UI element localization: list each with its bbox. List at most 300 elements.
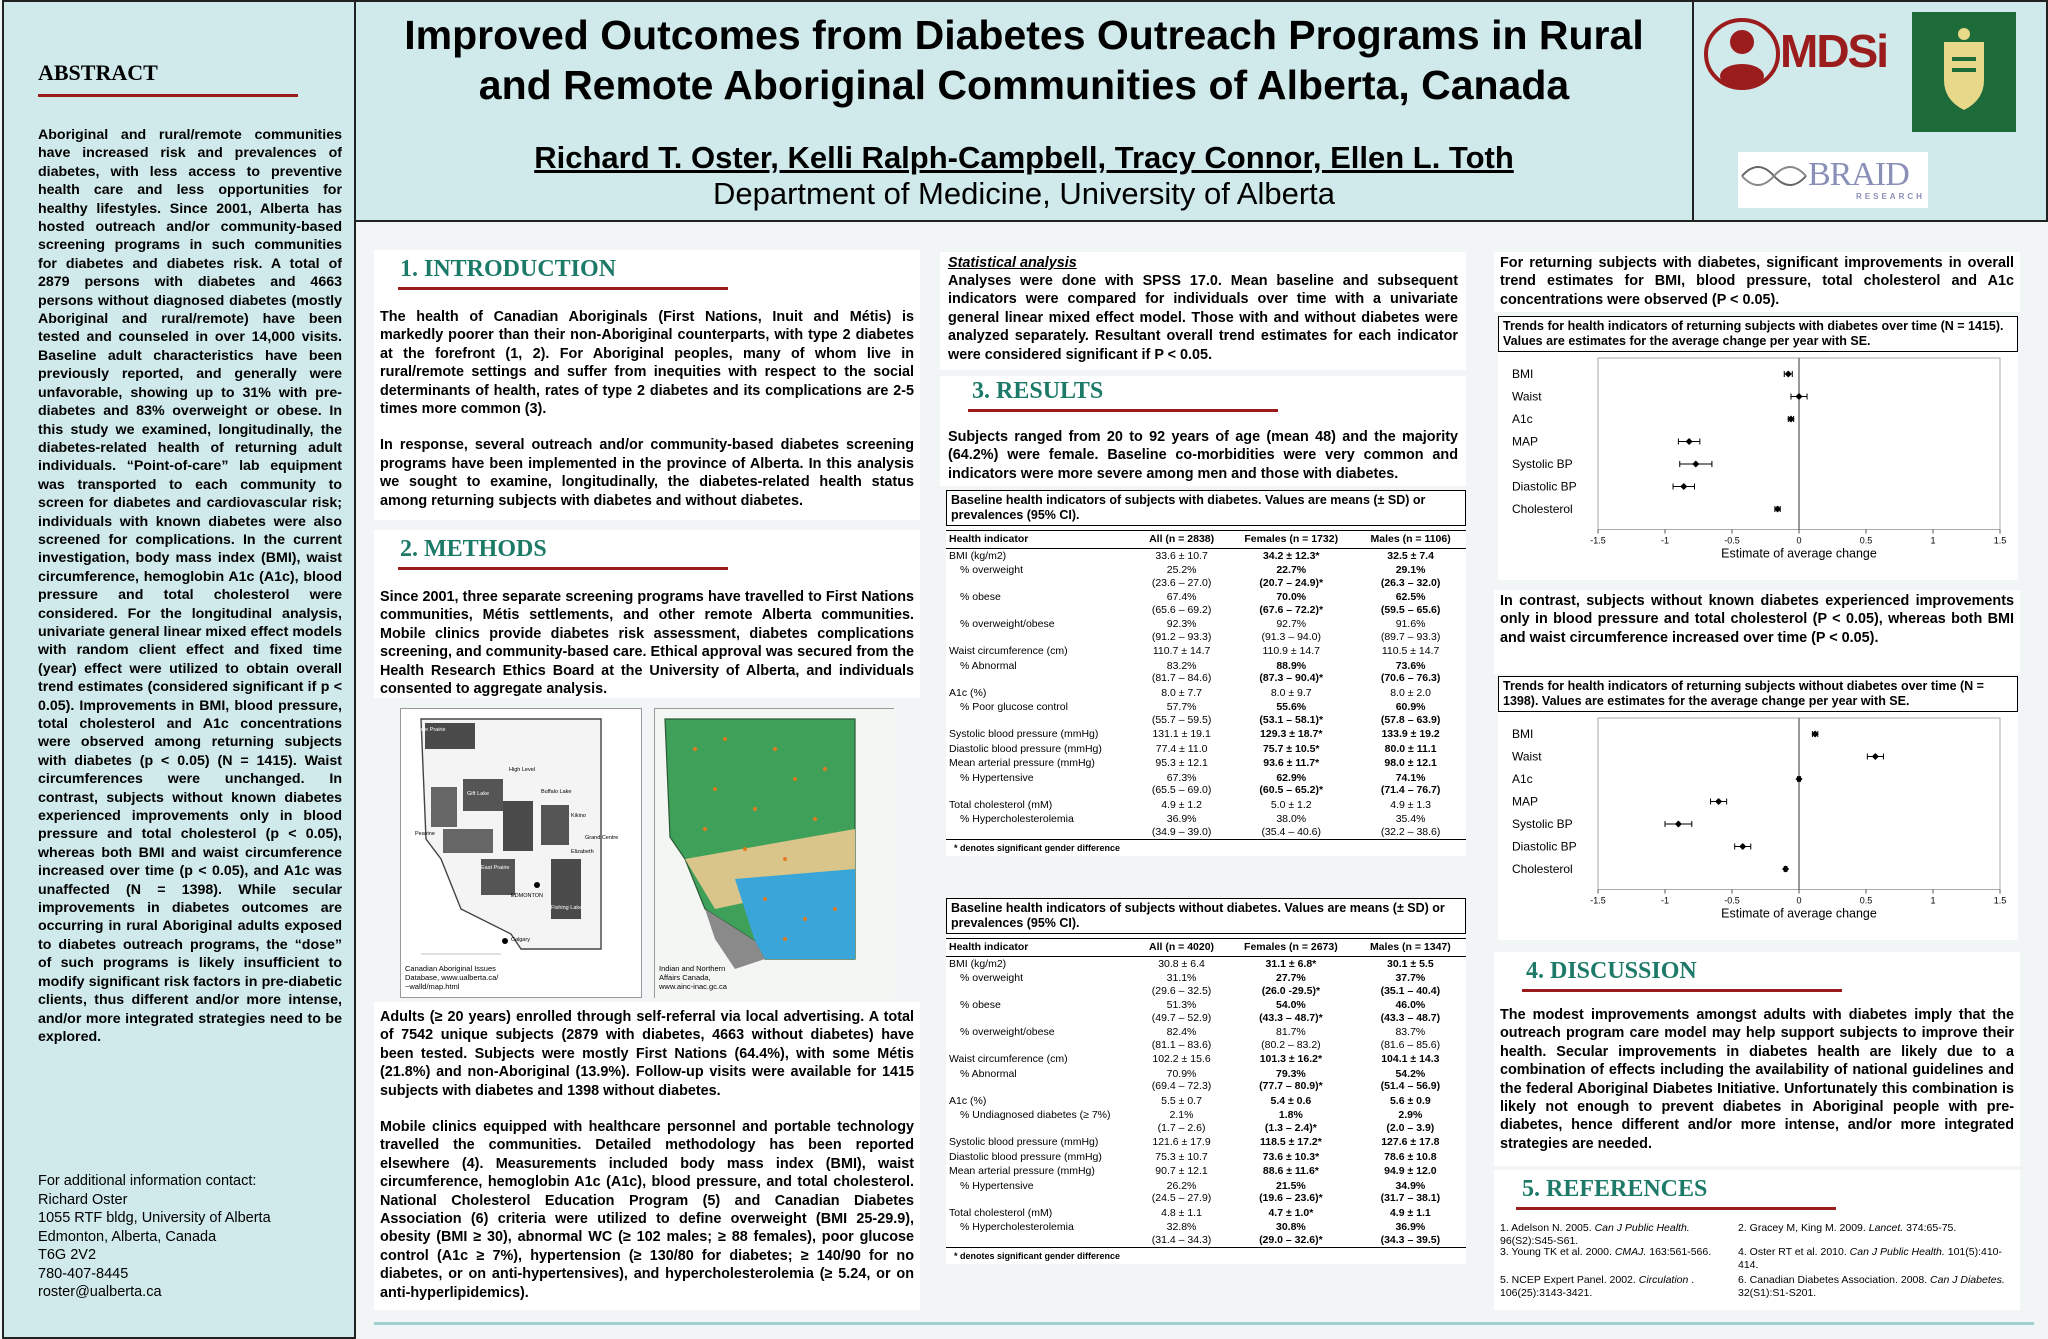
cell-ci: (32.2 – 38.6) <box>1380 825 1441 838</box>
forest-plot-without-diabetes <box>1498 676 2018 940</box>
cell-all <box>1136 727 1227 742</box>
introduction-rule <box>398 287 728 290</box>
cell-f <box>1227 563 1355 590</box>
contact-block <box>38 1172 271 1302</box>
abstract-body: Aboriginal and rural/remote communities have increased risk and prevalences of diabetes, with less access to preventive health care and less opportunities for healthy lifestyles. Since 2001, Alberta has hosted outreach and/or community-based screening programs in such communities for diabetes and diabetes risk. A total of 2879 persons with diabetes and 4663 persons without diagnosed diabetes (mostly Aboriginal and rural/remote) have been tested and counseled in over 14,000 visits. Baseline adult characteristics have been previously reported, and generally were unfavorable, showing up to 31% with pre-diabetes and 83% overweight or obese. In this study we examined, longitudinally, the diabetes-related health of returning adult individuals. “Point-of-care” lab equipment was transported to each community to screen for diabetes and cardiovascular risk; individuals with known diabetes were also screened for complications. In the current investigation, body mass index (BMI), waist circumference, hemoglobin A1c (A1c), blood pressure and total cholesterol were considered. For the longitudinal analysis, univariate general linear mixed effect models with random client effect and fixed time (year) effect were utilized to obtain overall trend estimates (considered significant if p < 0.05). Improvements in BMI, blood pressure, total cholesterol and A1c concentrations were observed among returning subjects with diabetes (p < 0.05) (N = 1415). Waist circumferences were unchanged. In contrast, subjects without known diabetes experienced improvements only in blood pressure and total cholesterol (p < 0.05), whereas both BMI and waist circumference increased over time (p < 0.05), and A1c was unaffected (N = 1398). While secular improvements in diabetes outcomes are occurring in rural Aboriginal adults exposed to diabetes outreach programs, the “dose” of such programs is likely insufficient to modify significant risk factors in pre-diabetic clients, thus different and/or more intense, and/or more integrated strategies need to be explored. <box>38 127 342 1045</box>
forest1-svg <box>1498 352 2018 578</box>
table-row <box>946 590 1466 617</box>
forest2-svg <box>1498 712 2018 938</box>
mdsi-logo <box>1702 12 1892 92</box>
map2-credit-line1: Indian and Northern <box>659 964 726 973</box>
cell-ci: (43.3 – 48.7)* <box>1259 1011 1323 1024</box>
cell-value: 27.7% <box>1276 972 1306 984</box>
cell-ci: (35.4 – 40.6) <box>1261 825 1322 838</box>
category-label: Cholesterol <box>1512 862 1573 876</box>
map-label-paddle-prairie: Paddle Prairie <box>411 727 446 733</box>
cell-value: 55.6% <box>1276 701 1307 713</box>
results-heading: 3. RESULTS <box>972 378 1104 404</box>
table-row <box>946 659 1466 686</box>
cell-f <box>1227 771 1355 798</box>
cell-ci: (26.0 -29.5)* <box>1261 984 1321 997</box>
cell-all <box>1136 548 1227 563</box>
cell-value: 83.7% <box>1395 1026 1426 1038</box>
x-tick-label: -1 <box>1660 895 1670 906</box>
cell-m <box>1355 1067 1466 1094</box>
map-label-grand-centre: Grand Centre <box>585 835 619 841</box>
statistical-analysis-body: Analyses were done with SPSS 17.0. Mean baseline and subsequent indicators were compared for individuals over time with a univariate general linear mixed effect model. Those with and without diabetes were analyzed separately. Resultant overall trend estimates for each indicator were considered significant if P < 0.05. <box>948 273 1458 363</box>
cell-f <box>1227 1094 1355 1109</box>
cell-value: 29.1% <box>1395 564 1426 576</box>
cell-ci: (34.3 – 39.5) <box>1380 1233 1441 1246</box>
cell-all <box>1136 686 1227 701</box>
cell-value: 38.0% <box>1276 813 1307 825</box>
forest1-caption: Trends for health indicators of returning subjects with diabetes over time (N = 1415). Values are estimates for the average change per year with SE. <box>1498 316 2018 352</box>
cell-all <box>1136 756 1227 771</box>
cell-value: 30.8% <box>1276 1221 1306 1233</box>
reference-1: 1. Adelson N. 2005. Can J Public Health. 96(S2):S45-S61. <box>1500 1222 1690 1247</box>
cell-value: 1.8% <box>1278 1109 1303 1121</box>
cell-all <box>1136 742 1227 757</box>
cell-value: 67.3% <box>1166 771 1197 784</box>
cell-ci: (70.6 – 76.3) <box>1380 672 1441 684</box>
cell-all <box>1136 590 1227 617</box>
cell-m <box>1355 1094 1466 1109</box>
cell-f <box>1227 548 1355 563</box>
statistical-analysis-heading: Statistical analysis <box>948 255 1077 271</box>
x-tick-label: -0.5 <box>1724 535 1740 546</box>
row-label: % overweight/obese <box>960 1026 1055 1038</box>
cell-ci: (1.7 – 2.6) <box>1157 1121 1206 1134</box>
x-axis-label: Estimate of average change <box>1721 906 1877 921</box>
cell-value: 54.2% <box>1395 1067 1426 1080</box>
category-label: Systolic BP <box>1512 457 1573 471</box>
right-paragraph-2: In contrast, subjects without known diabetes experienced improvements only in blood pressure and total cholesterol (P < 0.05), whereas both BMI and waist circumference increased over time (P < 0.05). <box>1500 593 2014 646</box>
x-tick-label: 1.5 <box>1993 535 2007 546</box>
cell-value: 98.0 ± 12.1 <box>1384 757 1437 769</box>
table1-header-females: Females (n = 1732) <box>1227 531 1355 549</box>
x-tick-label: 0.5 <box>1859 535 1873 546</box>
category-label: Systolic BP <box>1512 817 1573 831</box>
results-section <box>940 376 1466 486</box>
discussion-heading: 4. DISCUSSION <box>1526 958 1697 984</box>
cell-m <box>1355 1052 1466 1067</box>
results-rule <box>968 409 1278 412</box>
reference-2: 2. Gracey M, King M. 2009. Lancet. 374:65-75. <box>1738 1222 1957 1234</box>
cell-m <box>1355 998 1466 1025</box>
x-tick-label: -1.5 <box>1590 535 1606 546</box>
cell-value: 31.1 ± 6.8* <box>1265 957 1317 970</box>
cell-all <box>1136 1220 1227 1248</box>
cell-f <box>1227 1179 1355 1206</box>
cell-m <box>1355 1164 1466 1179</box>
table2-header-all: All (n = 4020) <box>1136 939 1227 957</box>
cell-value: 57.7% <box>1166 701 1197 713</box>
cell-m <box>1355 686 1466 701</box>
cell-value: 8.0 ± 9.7 <box>1270 686 1312 699</box>
cell-value: 75.7 ± 10.5* <box>1262 742 1320 755</box>
cell-value: 8.0 ± 2.0 <box>1390 686 1432 699</box>
map-label-kikino: Kikino <box>571 813 586 819</box>
category-label: Diastolic BP <box>1512 479 1577 494</box>
cell-value: 79.3% <box>1276 1067 1306 1080</box>
cell-ci: (91.3 – 94.0) <box>1261 630 1322 643</box>
cell-m <box>1355 590 1466 617</box>
cell-f <box>1227 1067 1355 1094</box>
row-label: Diastolic blood pressure (mmHg) <box>949 1150 1102 1163</box>
cell-value: 36.9% <box>1166 813 1197 825</box>
map2-credit-line2: Affairs Canada, <box>659 973 711 982</box>
cell-value: 129.3 ± 18.7* <box>1260 728 1323 740</box>
table-row <box>946 798 1466 813</box>
cell-all <box>1136 1067 1227 1094</box>
x-tick-label: 1.5 <box>1993 895 2007 906</box>
x-tick-label: 0 <box>1796 535 1802 546</box>
braid-logo-subtext: RESEARCH <box>1856 192 1925 201</box>
braid-logo <box>1738 152 1928 208</box>
cell-f <box>1227 644 1355 659</box>
row-label: % obese <box>960 591 1001 603</box>
cell-value: 25.2% <box>1166 564 1197 576</box>
braid-helix-icon <box>1740 156 1810 196</box>
cell-m <box>1355 1150 1466 1165</box>
table-row <box>946 1094 1466 1109</box>
row-label: Systolic blood pressure (mmHg) <box>949 728 1099 740</box>
category-label: Diastolic BP <box>1512 839 1577 854</box>
cell-ci: (49.7 – 52.9) <box>1151 1011 1212 1024</box>
map2-credit <box>659 964 727 991</box>
statistical-analysis-section <box>940 252 1466 370</box>
x-tick-label: -0.5 <box>1724 895 1740 906</box>
cell-value: 8.0 ± 7.7 <box>1161 686 1203 699</box>
cell-ci: (20.7 – 24.9)* <box>1259 576 1324 589</box>
cell-value: 101.3 ± 16.2* <box>1259 1053 1323 1065</box>
cell-value: 77.4 ± 11.0 <box>1155 742 1208 755</box>
cell-value: 4.8 ± 1.1 <box>1161 1206 1202 1219</box>
row-label: Waist circumference (cm) <box>949 1053 1068 1065</box>
x-tick-label: -1 <box>1660 535 1670 546</box>
methods-p1: Since 2001, three separate screening programs have travelled to First Nations communities, Métis settlements, and other remote Alberta communities. Mobile clinics provide diabetes risk assessment, diabetes complications screening, and community-based care. Ethical approval was secured from the Health Research Ethics Board at the University of Alberta, and individuals consented to aggregate analysis. <box>380 589 914 698</box>
cell-f <box>1227 1206 1355 1221</box>
cell-all <box>1136 812 1227 840</box>
cell-value: 83.2% <box>1166 659 1197 672</box>
category-label: BMI <box>1512 727 1534 741</box>
cell-ci: (31.4 – 34.3) <box>1151 1233 1212 1246</box>
row-label: % obese <box>960 999 1001 1011</box>
table-row <box>946 971 1466 998</box>
cell-value: 2.1% <box>1169 1109 1194 1121</box>
cell-value: 67.4% <box>1166 591 1197 603</box>
references-heading: 5. REFERENCES <box>1522 1176 1708 1202</box>
contact-email[interactable]: roster@ualberta.ca <box>38 1284 162 1300</box>
category-label: BMI <box>1512 367 1534 381</box>
row-label: % Hypertensive <box>960 1179 1034 1192</box>
table2-header-females: Females (n = 2673) <box>1227 939 1355 957</box>
table-row <box>946 617 1466 644</box>
cell-value: 88.6 ± 11.6* <box>1262 1165 1319 1177</box>
cell-all <box>1136 1135 1227 1150</box>
table-row <box>946 1135 1466 1150</box>
cell-value: 127.6 ± 17.8 <box>1381 1136 1440 1148</box>
cell-all <box>1136 998 1227 1025</box>
contact-postal: T6G 2V2 <box>38 1247 97 1263</box>
contact-name: Richard Oster <box>38 1191 128 1208</box>
cell-m <box>1355 1135 1466 1150</box>
cell-value: 36.9% <box>1395 1221 1426 1233</box>
row-label: Waist circumference (cm) <box>949 645 1068 657</box>
row-label: Diastolic blood pressure (mmHg) <box>949 742 1102 755</box>
cell-m <box>1355 771 1466 798</box>
x-tick-label: 1 <box>1930 535 1936 546</box>
references-section <box>1494 1170 2020 1310</box>
abstract-heading: ABSTRACT <box>38 60 158 85</box>
forest-plot-with-diabetes <box>1498 316 2018 580</box>
methods-rule <box>398 567 728 570</box>
cell-value: 5.5 ± 0.7 <box>1161 1094 1202 1107</box>
table-row <box>946 756 1466 771</box>
cell-value: 121.6 ± 17.9 <box>1152 1136 1211 1148</box>
cell-value: 118.5 ± 17.2* <box>1259 1136 1322 1148</box>
contact-city: Edmonton, Alberta, Canada <box>38 1228 217 1245</box>
category-label: MAP <box>1512 434 1539 449</box>
map-label-fishing-lake: Fishing Lake <box>551 905 583 911</box>
table-row <box>946 1150 1466 1165</box>
table-row <box>946 1052 1466 1067</box>
table1-caption: Baseline health indicators of subjects with diabetes. Values are means (± SD) or prevalences (95% CI). <box>946 490 1466 526</box>
cell-m <box>1355 756 1466 771</box>
cell-m <box>1355 798 1466 813</box>
row-label: A1c (%) <box>949 686 987 699</box>
table1-header-males: Males (n = 1106) <box>1355 531 1466 549</box>
category-label: A1c <box>1512 412 1533 426</box>
cell-all <box>1136 700 1227 727</box>
table2-footnote: * denotes significant gender difference <box>954 1251 1121 1261</box>
cell-m <box>1355 1108 1466 1135</box>
row-label: BMI (kg/m2) <box>949 549 1007 562</box>
row-label: A1c (%) <box>949 1094 987 1107</box>
cell-ci: (2.0 – 3.9) <box>1386 1121 1435 1134</box>
cell-m <box>1355 548 1466 563</box>
introduction-p1: The health of Canadian Aboriginals (First Nations, Inuit and Métis) is markedly poorer than their non-Aboriginal counterparts, with type 2 diabetes at the forefront (1, 2). For Aboriginal peoples, many of whom live in rural/remote settings and suffer from inequities with respect to the social determinants of health, rates of type 2 diabetes and its complications are 2-5 times more common (3). <box>380 309 914 418</box>
cell-value: 30.8 ± 6.4 <box>1158 957 1205 970</box>
cell-all <box>1136 659 1227 686</box>
poster-authors: Richard T. Oster, Kelli Ralph-Campbell, Tracy Connor, Ellen L. Toth <box>534 140 1514 175</box>
cell-all <box>1136 956 1227 971</box>
cell-value: 70.0% <box>1276 591 1307 603</box>
table-row <box>946 727 1466 742</box>
cell-all <box>1136 1108 1227 1135</box>
aboriginal-lands-map-graphic <box>655 709 895 999</box>
table-row <box>946 1025 1466 1052</box>
cell-ci: (81.7 – 84.6) <box>1151 672 1212 684</box>
row-label: % overweight/obese <box>960 618 1055 630</box>
row-label: % Undiagnosed diabetes (≥ 7%) <box>960 1109 1111 1121</box>
cell-m <box>1355 971 1466 998</box>
cell-ci: (29.0 – 32.6)* <box>1259 1233 1323 1246</box>
cell-value: 70.9% <box>1166 1067 1197 1080</box>
cell-value: 4.9 ± 1.1 <box>1389 1206 1431 1219</box>
row-label: % Hypertensive <box>960 771 1034 784</box>
cell-m <box>1355 563 1466 590</box>
methods-p2: Adults (≥ 20 years) enrolled through self-referral via local advertising. A total of 7542 unique subjects (2879 with diabetes, 4663 without diabetes) have been tested. Subjects were mostly First Nations (64.4%), with some Métis (21.8%) and non-Aboriginal (13.9%). Follow-up visits were available for 1415 subjects with diabetes and 1398 without diabetes. <box>380 1009 914 1099</box>
map1-credit-line1: Canadian Aboriginal Issues <box>405 964 496 973</box>
cell-f <box>1227 971 1355 998</box>
cell-f <box>1227 590 1355 617</box>
right-paragraph-1: For returning subjects with diabetes, significant improvements in overall trend estimates for BMI, blood pressure, total cholesterol and A1c concentrations were observed (P < 0.05). <box>1500 255 2014 308</box>
title-banner <box>354 0 1694 222</box>
row-label: % Poor glucose control <box>960 701 1068 713</box>
cell-value: 81.7% <box>1276 1026 1306 1038</box>
logo-panel <box>1692 0 2048 222</box>
contact-address: 1055 RTF bldg, University of Alberta <box>38 1210 271 1226</box>
communities-map-graphic <box>401 709 643 999</box>
right-intro-text <box>1494 252 2020 312</box>
cell-m <box>1355 659 1466 686</box>
cell-all <box>1136 563 1227 590</box>
cell-f <box>1227 1150 1355 1165</box>
map2-credit-line3: www.ainc-inac.gc.ca <box>659 982 727 991</box>
cell-value: 51.3% <box>1166 999 1197 1011</box>
cell-value: 95.3 ± 12.1 <box>1155 757 1208 769</box>
table-row <box>946 1164 1466 1179</box>
cell-f <box>1227 1052 1355 1067</box>
cell-all <box>1136 1025 1227 1052</box>
map1-credit-line2: Database, www.ualberta.ca/ <box>405 973 499 982</box>
methods-p3: Mobile clinics equipped with healthcare personnel and portable technology travelled the communities. Detailed methodology has been reported elsewhere (4). Measurements included body mass index (BMI), waist circumference, hemoglobin A1c (A1c), blood pressure, and total cholesterol. National Cholesterol Education Program (5) and Canadian Diabetes Association (6) criteria were utilized to define overweight (BMI 25-29.9), obesity (BMI ≥ 30), abnormal WC (≥ 102 males; ≥ 88 females), poor glucose control (A1c ≥ 7%), hypertension (≥ 130/80 for diabetes; ≥ 140/90 for no diabetes, or on anti-hypertensives), and hypercholesterolemia (≥ 5.24, or on anti-hyperlipidemics). <box>380 1119 914 1301</box>
cell-ci: (91.2 – 93.3) <box>1151 630 1212 643</box>
discussion-body: The modest improvements amongst adults with diabetes imply that the outreach program care model may help support subjects to improve their health. Secular improvements in diabetes health are likely due to a combination of effects including the availability of national guidelines and the federal Aboriginal Diabetes Initiative. Unfortunately this combination is likely not enough to prevent diabetes in Aboriginal people with pre-diabetes, hence different and/or more intense, and/or more integrated strategies are needed. <box>1500 1007 2014 1152</box>
cell-value: 94.9 ± 12.0 <box>1384 1165 1437 1177</box>
cell-m <box>1355 700 1466 727</box>
cell-value: 92.3% <box>1166 618 1197 630</box>
cell-f <box>1227 956 1355 971</box>
cell-value: 88.9% <box>1276 659 1307 672</box>
table-row <box>946 998 1466 1025</box>
map-label-elizabeth: Elizabeth <box>571 849 594 855</box>
cell-value: 22.7% <box>1276 564 1307 576</box>
cell-all <box>1136 1206 1227 1221</box>
category-label: Waist <box>1512 749 1542 764</box>
cell-all <box>1136 1164 1227 1179</box>
cell-value: 5.6 ± 0.9 <box>1389 1094 1431 1107</box>
cell-all <box>1136 971 1227 998</box>
cell-ci: (34.9 – 39.0) <box>1151 825 1212 838</box>
cell-ci: (35.1 – 40.4) <box>1380 984 1441 997</box>
ualberta-crest <box>1912 12 2016 132</box>
table1-header-indicator: Health indicator <box>946 531 1136 549</box>
cell-m <box>1355 1179 1466 1206</box>
methods-section <box>374 530 920 698</box>
poster-title-line2: and Remote Aboriginal Communities of Alberta, Canada <box>478 62 1570 108</box>
cell-ci: (57.8 – 63.9) <box>1380 713 1441 726</box>
map-label-east-prairie: East Prairie <box>481 865 510 871</box>
cell-value: 92.7% <box>1276 618 1307 630</box>
reference-5: 5. NCEP Expert Panel. 2002. Circulation . 106(25):3143-3421. <box>1500 1274 1695 1299</box>
bottom-rule <box>374 1322 2034 1325</box>
cell-ci: (19.6 – 23.6)* <box>1259 1192 1323 1204</box>
cell-ci: (89.7 – 93.3) <box>1380 630 1441 643</box>
cell-all <box>1136 1094 1227 1109</box>
row-label: % Abnormal <box>960 1067 1017 1080</box>
category-label: A1c <box>1512 772 1533 786</box>
cell-value: 21.5% <box>1276 1179 1306 1192</box>
cell-value: 131.1 ± 19.1 <box>1152 728 1211 740</box>
mdsi-logo-text: MDSi <box>1780 25 1887 77</box>
x-tick-label: 0 <box>1796 895 1802 906</box>
table2-caption: Baseline health indicators of subjects without diabetes. Values are means (± SD) or prevalences (95% CI). <box>946 898 1466 934</box>
category-label: Cholesterol <box>1512 502 1573 516</box>
forest2-caption: Trends for health indicators of returning subjects without diabetes over time (N = 1398). Values are estimates for the average change per year with SE. <box>1498 676 2018 712</box>
cell-f <box>1227 1025 1355 1052</box>
x-axis-label: Estimate of average change <box>1721 546 1877 561</box>
row-label: % Abnormal <box>960 659 1017 672</box>
cell-value: 93.6 ± 11.7* <box>1263 757 1320 769</box>
cell-value: 32.8% <box>1166 1221 1197 1233</box>
table1-header-all: All (n = 2838) <box>1136 531 1227 549</box>
cell-f <box>1227 686 1355 701</box>
cell-value: 80.0 ± 11.1 <box>1384 742 1437 755</box>
map1-credit-line3: ~walld/map.html <box>405 982 460 991</box>
cell-value: 4.9 ± 1.2 <box>1161 798 1203 811</box>
table-row <box>946 1206 1466 1221</box>
communities-map <box>400 708 642 998</box>
cell-value: 4.7 ± 1.0* <box>1268 1206 1314 1219</box>
table-row <box>946 1220 1466 1248</box>
cell-m <box>1355 727 1466 742</box>
cell-all <box>1136 1179 1227 1206</box>
cell-all <box>1136 798 1227 813</box>
cell-m <box>1355 1025 1466 1052</box>
cell-ci: (80.2 – 83.2) <box>1261 1038 1321 1051</box>
cell-ci: (65.6 – 69.2) <box>1151 603 1212 616</box>
cell-value: 35.4% <box>1395 813 1426 825</box>
cell-m <box>1355 956 1466 971</box>
cell-f <box>1227 798 1355 813</box>
x-tick-label: 0.5 <box>1859 895 1873 906</box>
row-label: Mean arterial pressure (mmHg) <box>949 757 1095 769</box>
discussion-rule <box>1522 989 1842 992</box>
map-label-peavine: Peavine <box>415 831 435 837</box>
table2-header-males: Males (n = 1347) <box>1355 939 1466 957</box>
introduction-heading: 1. INTRODUCTION <box>400 256 617 282</box>
table-with-diabetes <box>946 490 1466 856</box>
cell-value: 60.9% <box>1395 701 1426 713</box>
category-label: Waist <box>1512 389 1542 404</box>
cell-all <box>1136 771 1227 798</box>
cell-value: 91.6% <box>1395 618 1426 630</box>
cell-all <box>1136 644 1227 659</box>
cell-m <box>1355 742 1466 757</box>
cell-value: 34.2 ± 12.3* <box>1262 549 1320 562</box>
row-label: % Hypercholesterolemia <box>946 812 1136 840</box>
table-row <box>946 742 1466 757</box>
cell-ci: (26.3 – 32.0) <box>1380 576 1441 589</box>
x-tick-label: -1.5 <box>1590 895 1606 906</box>
contact-phone: 780-407-8445 <box>38 1265 129 1282</box>
cell-value: 54.0% <box>1276 999 1306 1011</box>
cell-value: 5.4 ± 0.6 <box>1270 1094 1312 1107</box>
table-row <box>946 771 1466 798</box>
cell-ci: (43.3 – 48.7) <box>1380 1011 1441 1024</box>
row-label: Total cholesterol (mM) <box>949 798 1053 811</box>
cell-f <box>1227 727 1355 742</box>
cell-ci: (29.6 – 32.5) <box>1151 984 1212 997</box>
cell-f <box>1227 659 1355 686</box>
cell-all <box>1136 1150 1227 1165</box>
discussion-section <box>1494 952 2020 1166</box>
cell-ci: (59.5 – 65.6) <box>1380 603 1441 616</box>
row-label: % Hypercholesterolemia <box>946 1220 1136 1248</box>
results-body: Subjects ranged from 20 to 92 years of age (mean 48) and the majority (64.2%) were female. Baseline co-morbidities were very common and indicators were more severe among men and those with diabetes. <box>948 429 1458 482</box>
